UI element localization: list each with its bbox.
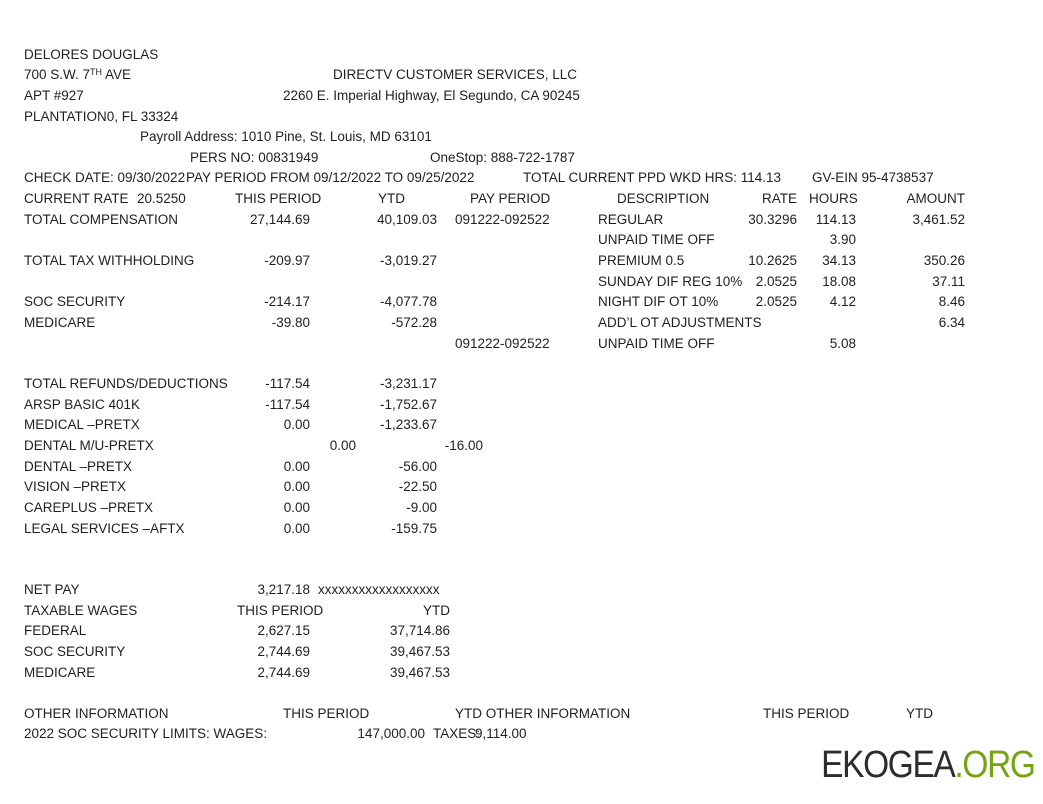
deduction-ytd: -1,752.67	[379, 397, 437, 412]
deduction-ytd: -159.75	[391, 521, 437, 536]
check-date: CHECK DATE: 09/30/2022	[24, 170, 186, 185]
earnings-rate: 2.0525	[755, 274, 797, 289]
taxable-wages-row-label: FEDERAL	[24, 623, 87, 638]
earnings-description: NIGHT DIF OT 10%	[598, 294, 719, 309]
deduction-label: DENTAL M/U-PRETX	[24, 438, 154, 453]
deduction-ytd: -1,233.67	[379, 417, 437, 432]
summary-row-ytd: -4,077.78	[379, 294, 437, 309]
net-pay-masked-account: xxxxxxxxxxxxxxxxxx	[318, 582, 440, 597]
summary-row-label: MEDICARE	[24, 315, 96, 330]
header-rate: RATE	[761, 191, 797, 206]
earnings-description: SUNDAY DIF REG 10%	[598, 274, 743, 289]
company-address: 2260 E. Imperial Highway, El Segundo, CA 90245	[283, 88, 580, 103]
header-description: DESCRIPTION	[617, 191, 710, 206]
deduction-label: VISION –PRETX	[24, 479, 127, 494]
deduction-label: MEDICAL –PRETX	[24, 417, 140, 432]
deduction-label: CAREPLUS –PRETX	[24, 500, 154, 515]
taxable-wages-ytd: 37,714.86	[389, 623, 450, 638]
earnings-hours: 4.12	[829, 294, 856, 309]
earnings-amount: 350.26	[923, 253, 965, 268]
deduction-ytd: -56.00	[398, 459, 437, 474]
pay-period-range: PAY PERIOD FROM 09/12/2022 TO 09/25/2022	[186, 170, 475, 185]
deduction-this-period: 0.00	[283, 521, 310, 536]
deduction-this-period: 0.00	[283, 479, 310, 494]
earnings-description: PREMIUM 0.5	[598, 253, 685, 268]
taxable-wages-this-period-header: THIS PERIOD	[237, 603, 324, 618]
earnings-rate: 10.2625	[748, 253, 797, 268]
taxable-wages-ytd: 39,467.53	[389, 665, 450, 680]
employee-address-line2: APT #927	[24, 88, 84, 103]
earnings-description: ADD’L OT ADJUSTMENTS	[598, 315, 762, 330]
earnings-hours: 114.13	[815, 212, 856, 227]
deduction-this-period: 0.00	[283, 459, 310, 474]
other-info-label: OTHER INFORMATION	[24, 706, 169, 721]
earnings-hours: 3.90	[829, 232, 856, 247]
earnings-description: UNPAID TIME OFF	[598, 336, 715, 351]
earnings-amount: 3,461.52	[912, 212, 965, 227]
earnings-rate: 2.0525	[755, 294, 797, 309]
net-pay-amount: 3,217.18	[257, 582, 310, 597]
employee-address-line1: 700 S.W. 7TH AVE	[24, 67, 132, 82]
onestop-phone: OneStop: 888-722-1787	[430, 150, 575, 165]
deduction-label: LEGAL SERVICES –AFTX	[24, 521, 185, 536]
earnings-hours: 5.08	[829, 336, 856, 351]
soc-security-limits-label: 2022 SOC SECURITY LIMITS: WAGES:	[24, 726, 268, 741]
earnings-pay-period: 091222-092522	[455, 212, 550, 227]
ekogea-logo-name: EKOGEA	[821, 744, 955, 786]
deduction-ytd: -9.00	[406, 500, 437, 515]
summary-row-ytd: -572.28	[391, 315, 437, 330]
summary-row-ytd: 40,109.03	[376, 212, 437, 227]
summary-row-this-period: -214.17	[264, 294, 310, 309]
header-current-rate: CURRENT RATE	[24, 191, 129, 206]
employee-address-line3: PLANTATION0, FL 33324	[24, 109, 179, 124]
soc-security-taxes-label: TAXES:	[433, 726, 481, 741]
employee-name: DELORES DOUGLAS	[24, 47, 159, 62]
summary-row-ytd: -3,019.27	[379, 253, 437, 268]
earnings-rate: 30.3296	[748, 212, 797, 227]
other-info-this-period-header2: THIS PERIOD	[763, 706, 850, 721]
header-ytd: YTD	[378, 191, 405, 206]
company-name: DIRECTV CUSTOMER SERVICES, LLC	[333, 67, 578, 82]
total-ppd-wkd-hrs: TOTAL CURRENT PPD WKD HRS: 114.13	[523, 170, 782, 185]
header-amount: AMOUNT	[906, 191, 965, 206]
gv-ein: GV-EIN 95-4738537	[812, 170, 934, 185]
deduction-label: DENTAL –PRETX	[24, 459, 133, 474]
earnings-hours: 34.13	[822, 253, 856, 268]
earnings-amount: 6.34	[938, 315, 965, 330]
summary-row-label: TOTAL TAX WITHHOLDING	[24, 253, 195, 268]
deduction-this-period: 0.00	[283, 500, 310, 515]
other-info-this-period-header: THIS PERIOD	[283, 706, 370, 721]
header-this-period: THIS PERIOD	[235, 191, 322, 206]
ekogea-logo-tld: .ORG	[954, 744, 1035, 786]
taxable-wages-row-label: SOC SECURITY	[24, 644, 126, 659]
deduction-label: TOTAL REFUNDS/DEDUCTIONS	[24, 376, 228, 391]
taxable-wages-this-period: 2,744.69	[257, 665, 310, 680]
ekogea-logo	[821, 744, 1035, 787]
taxable-wages-row-label: MEDICARE	[24, 665, 96, 680]
taxable-wages-label: TAXABLE WAGES	[24, 603, 138, 618]
earnings-description: REGULAR	[598, 212, 664, 227]
deduction-this-period: -117.54	[265, 397, 310, 412]
taxable-wages-ytd-header: YTD	[423, 603, 450, 618]
earnings-amount: 37.11	[932, 274, 965, 289]
earnings-amount: 8.46	[938, 294, 965, 309]
deduction-ytd: -16.00	[444, 438, 483, 453]
other-info-ytd-label: YTD OTHER INFORMATION	[455, 706, 631, 721]
taxable-wages-this-period: 2,627.15	[257, 623, 310, 638]
earnings-pay-period: 091222-092522	[455, 336, 550, 351]
summary-row-this-period: 27,144.69	[249, 212, 310, 227]
payroll-address: Payroll Address: 1010 Pine, St. Louis, MD 63101	[140, 129, 432, 144]
header-hours: HOURS	[809, 191, 858, 206]
pers-no: PERS NO: 00831949	[190, 150, 319, 165]
deduction-this-period: 0.00	[283, 417, 310, 432]
deduction-this-period: 0.00	[329, 438, 356, 453]
deduction-label: ARSP BASIC 401K	[24, 397, 141, 412]
summary-row-this-period: -209.97	[264, 253, 310, 268]
deduction-ytd: -3,231.17	[379, 376, 437, 391]
earnings-hours: 18.08	[822, 274, 856, 289]
ordinal-superscript: TH	[90, 67, 103, 77]
earnings-description: UNPAID TIME OFF	[598, 232, 715, 247]
summary-row-label: TOTAL COMPENSATION	[24, 212, 179, 227]
header-pay-period: PAY PERIOD	[470, 191, 551, 206]
current-rate-value: 20.5250	[137, 191, 186, 206]
deduction-this-period: -117.54	[265, 376, 310, 391]
net-pay-label: NET PAY	[24, 582, 80, 597]
deduction-ytd: -22.50	[398, 479, 437, 494]
taxable-wages-this-period: 2,744.69	[257, 644, 310, 659]
summary-row-label: SOC SECURITY	[24, 294, 126, 309]
summary-row-this-period: -39.80	[271, 315, 310, 330]
soc-security-wages-value: 147,000.00	[357, 726, 425, 741]
taxable-wages-ytd: 39,467.53	[389, 644, 450, 659]
other-info-ytd-header2: YTD	[906, 706, 933, 721]
soc-security-taxes-value: 9,114.00	[475, 726, 527, 741]
